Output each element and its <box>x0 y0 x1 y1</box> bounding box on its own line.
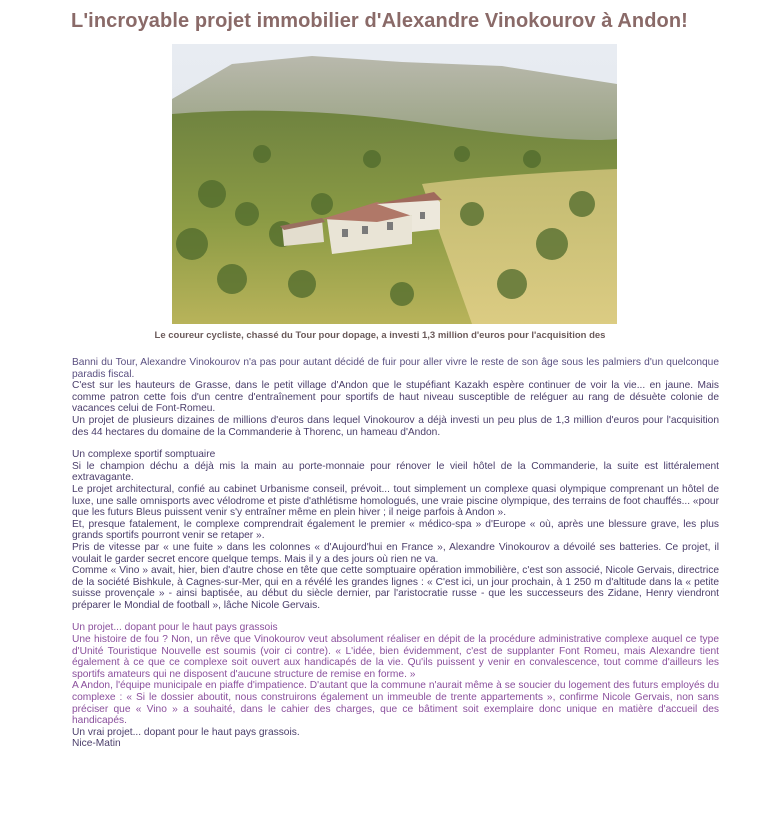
paragraph: Et, presque fatalement, le complexe comprendrait également le premier « médico-spa » d'Europe « où, après une blessure grave, les plus grands sportifs pourront venir se retaper ». <box>72 518 719 542</box>
paragraph: Si le champion déchu a déjà mis la main au porte-monnaie pour rénover le vieil hôtel de la Commanderie, la suite est littéralement extravagante. <box>72 460 719 484</box>
paragraph: Pris de vitesse par « une fuite » dans les colonnes « d'Aujourd'hui en France », Alexandre Vinokourov a dévoilé ses batteries. Ce projet, il voulait le garder secret encore quelque temps. Mais il y a des jours où rien ne va. <box>72 541 719 565</box>
article-body <box>72 357 719 750</box>
paragraph: Banni du Tour, Alexandre Vinokourov n'a pas pour autant décidé de fuir pour aller vivre le reste de son âge sous les palmiers d'un quelconque paradis fiscal. <box>72 357 719 380</box>
article-title: L'incroyable projet immobilier d'Alexandre Vinokourov à Andon! <box>71 10 688 32</box>
section-heading: Un projet... dopant pour le haut pays grassois <box>72 622 278 634</box>
paragraph: A Andon, l'équipe municipale en piaffe d'impatience. D'autant que la commune n'aurait même à se soucier du logement des futurs employés du complexe : « Si le dossier aboutit, nous construirons également un immeuble de trente appartements », confirme Nicole Gervais, non sans préciser que « Vino » a souhaité, dans le cahier des charges, que ce bâtiment soit exemplaire donc unique en matière d'accueil des handicapés. <box>72 680 719 727</box>
photo-caption: Le coureur cycliste, chassé du Tour pour dopage, a investi 1,3 million d'euros pour l'acquisition des <box>154 330 606 341</box>
paragraph: C'est sur les hauteurs de Grasse, dans le petit village d'Andon que le stupéfiant Kazakh espère continuer de voir la vie... en jaune. Mais comme patron cette fois d'un centre d'entraînement pour sportifs de haut niveau susceptible de reléguer au rang de désuète colonie de vacances celui de Font-Romeu. <box>72 380 719 415</box>
paragraph: Un projet de plusieurs dizaines de millions d'euros dans lequel Vinokourov a déjà investi un peu plus de 1,3 million d'euros pour l'acquisition des 44 hectares du domaine de la Commanderie à Thorenc, un hameau d'Andon. <box>72 414 719 438</box>
paragraph: Le projet architectural, confié au cabinet Urbanisme conseil, prévoit... tout simplement un complexe quasi olympique comprenant un hôtel de luxe, une salle omnisports avec vélodrome et piste d'athlétisme homologués, une vraie piscine olympique, des terrains de foot chauffés... «pour que les futurs Bleus puissent venir s'y entraîner même en plein hiver ; il neige parfois à Andon ». <box>72 483 719 519</box>
paragraph: Comme « Vino » avait, hier, bien d'autre chose en tête que cette somptuaire opération immobilière, c'est son associé, Nicole Gervais, directrice de la société Bishkule, à Cagnes-sur-Mer, qui en a révélé les grandes lignes : « C'est ici, un jour prochain, à 1 250 m d'altitude dans la « petite suisse provençale » - ainsi baptisée, au début du siècle dernier, par l'aristocratie russe - que les successeurs des Zidane, Henry viendront préparer le Mondial de football », lâche Nicole Gervais. <box>72 565 719 611</box>
article-source: Nice-Matin <box>72 738 121 750</box>
section-heading: Un complexe sportif somptuaire <box>72 449 216 461</box>
paragraph: Un vrai projet... dopant pour le haut pays grassois. <box>72 726 300 738</box>
paragraph: Une histoire de fou ? Non, un rêve que Vinokourov veut absolument réaliser en dépit de la procédure administrative complexe auquel ce type d'Unité Touristique Nouvelle est soumis (voir ci contre). « L'idée, bien évidemment, c'est de supplanter Font Romeu, mais Alexandre tient également à ce que ce complexe soit ouvert aux handicapés de la vie. Qu'ils puissent y venir en convalescence, tout comme d'ailleurs les sportifs amateurs qui ne disposent d'aucune structure de remise en forme. » <box>72 634 719 680</box>
article-photo <box>172 44 617 324</box>
